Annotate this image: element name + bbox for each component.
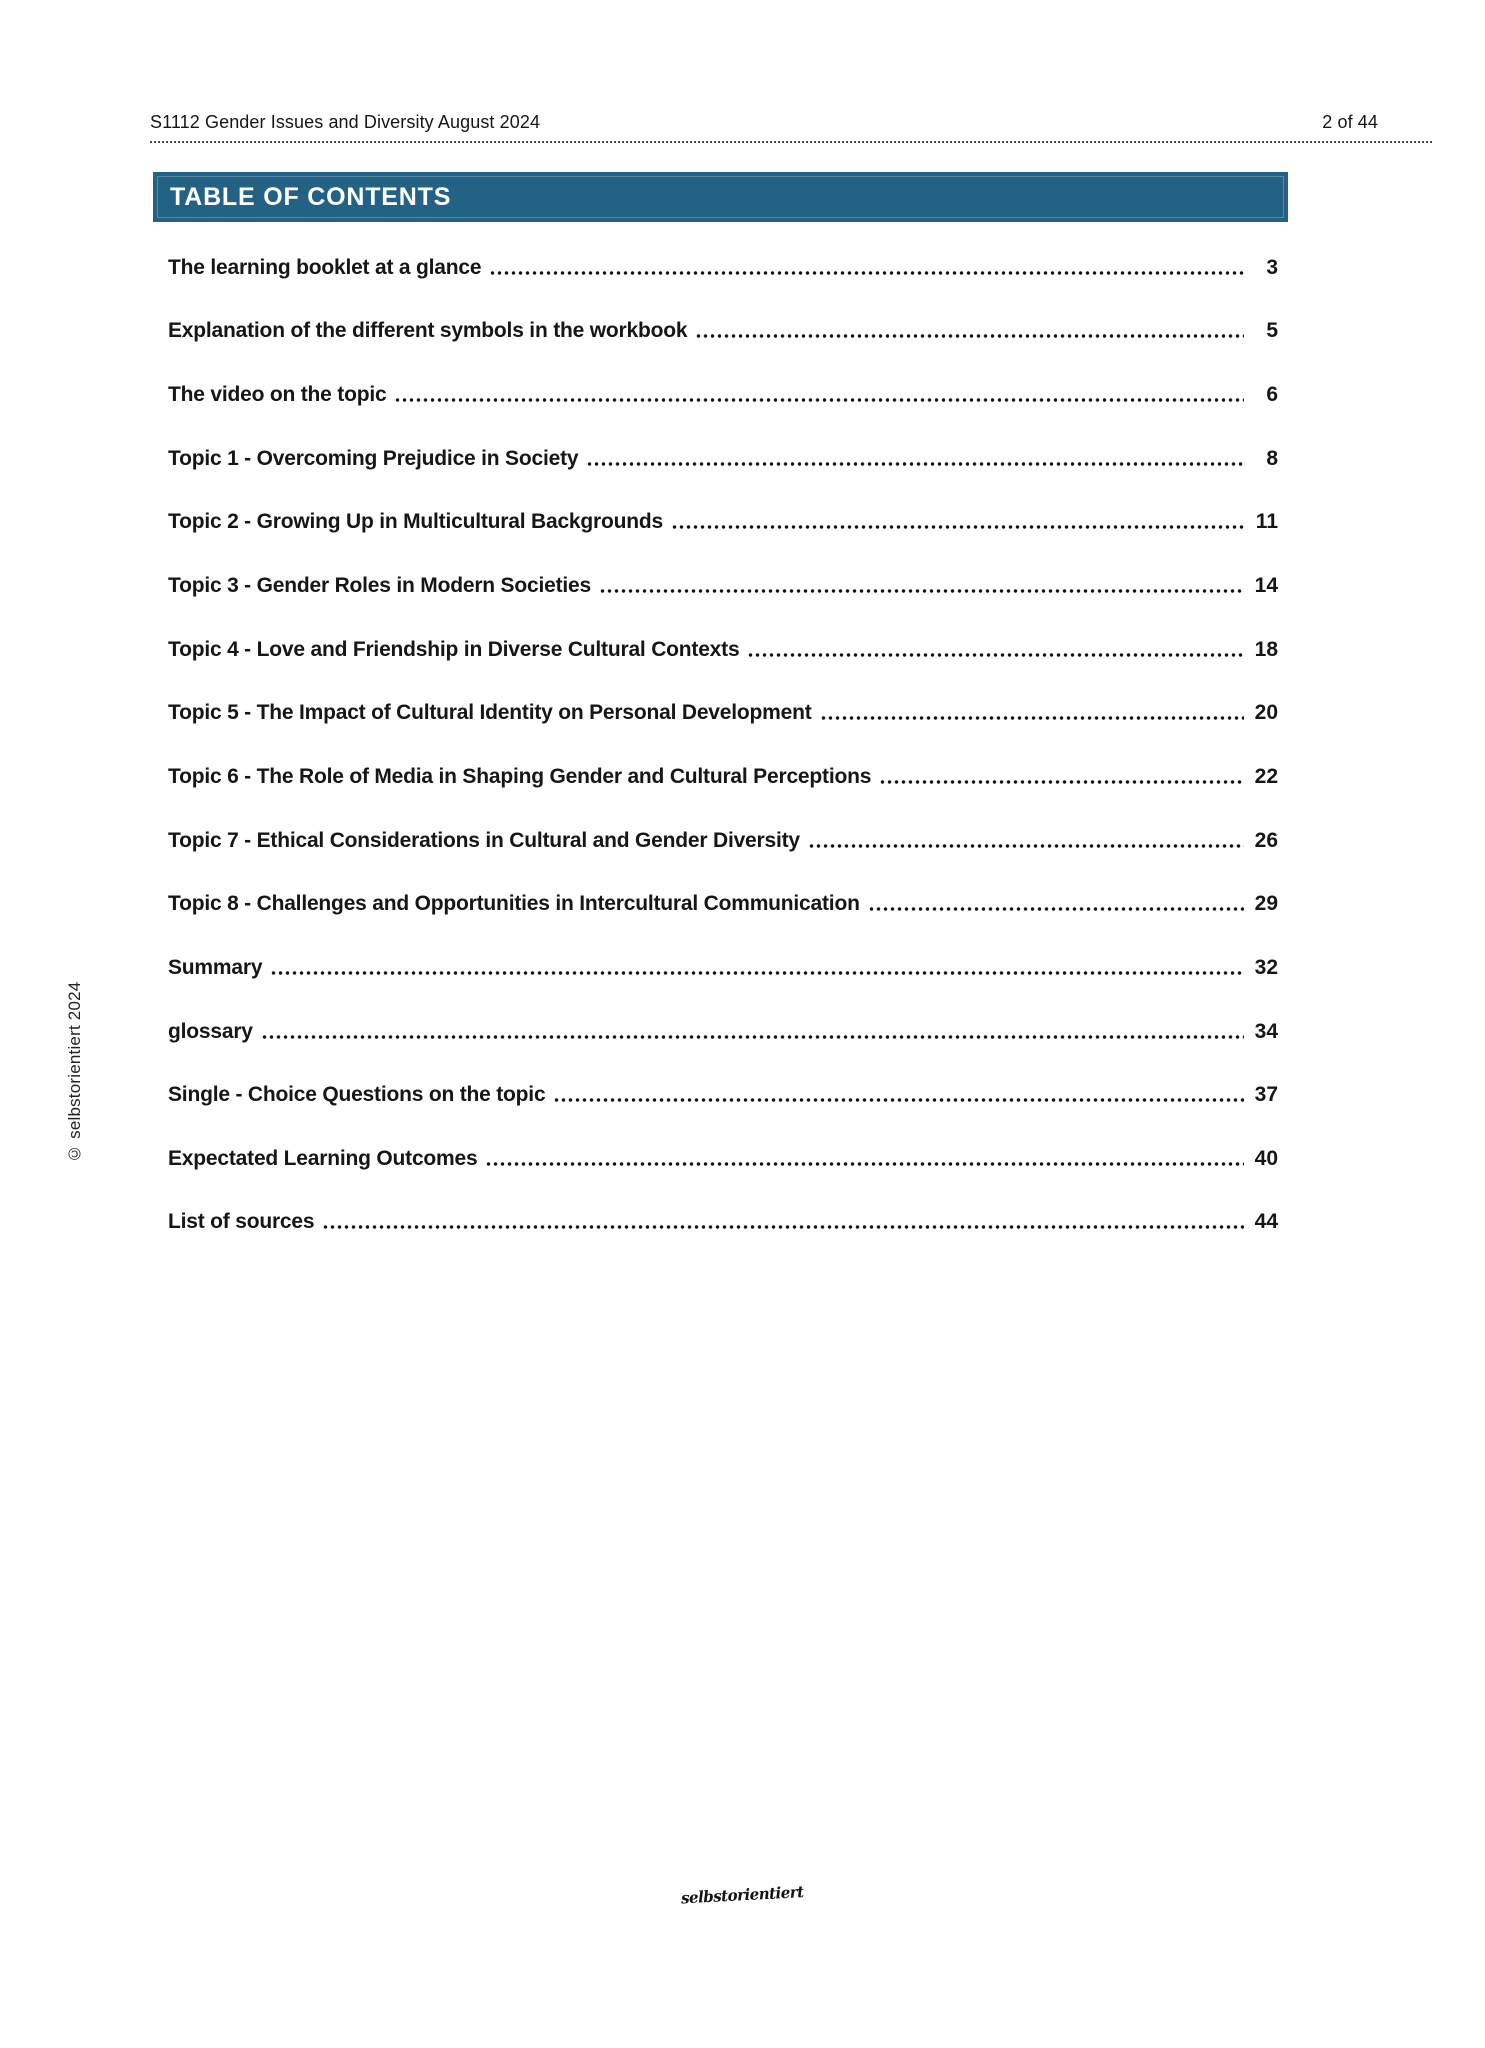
toc-entry-label: Single - Choice Questions on the topic [168,1083,546,1107]
toc-entry-page: 26 [1254,828,1278,852]
toc-entry-label: The video on the topic [168,383,387,407]
toc-entry-dot-leader [485,1161,1244,1167]
header-page-indicator: 2 of 44 [1322,112,1378,132]
page-header [150,112,1378,133]
toc-entry-dot-leader [586,461,1244,467]
toc-entry-page: 20 [1254,701,1278,725]
toc-entry-page: 40 [1254,1146,1278,1170]
toc-entry-page: 34 [1254,1019,1278,1043]
toc-entry-label: Topic 1 - Overcoming Prejudice in Society [168,446,579,470]
toc-entry-dot-leader [599,588,1244,594]
toc-entry-dot-leader [671,524,1244,530]
toc-entry[interactable] [168,1020,1278,1044]
toc-entry-dot-leader [695,333,1244,339]
toc-entry-dot-leader [270,970,1244,976]
toc-entry[interactable] [168,892,1278,916]
toc-entry[interactable] [168,1210,1278,1234]
toc-entry-label: Topic 3 - Gender Roles in Modern Societies [168,574,591,598]
toc-entry-dot-leader [261,1034,1244,1040]
toc-entry[interactable] [168,319,1278,343]
toc-entry-label: Topic 8 - Challenges and Opportunities in Intercultural Communication [168,892,860,916]
toc-entry-page: 44 [1254,1210,1278,1234]
footer-signature [0,1882,1485,1908]
toc-entry-label: Expectated Learning Outcomes [168,1146,478,1170]
toc-entry-page: 18 [1254,637,1278,661]
toc-entry-page: 14 [1254,574,1278,598]
toc-entry[interactable] [168,574,1278,598]
toc-entry-dot-leader [868,906,1244,912]
toc-entry-label: Topic 5 - The Impact of Cultural Identity on Personal Development [168,701,812,725]
toc-banner-title: TABLE OF CONTENTS [170,182,452,211]
toc-entry-label: Explanation of the different symbols in the workbook [168,319,688,343]
toc-entry-label: Topic 2 - Growing Up in Multicultural Backgrounds [168,510,663,534]
toc-entry-label: Topic 7 - Ethical Considerations in Cultural and Gender Diversity [168,828,800,852]
toc-entry-page: 37 [1254,1083,1278,1107]
toc-banner [153,172,1288,222]
toc-entry-page: 29 [1254,892,1278,916]
toc-entry-dot-leader [879,779,1244,785]
toc-entry-page: 32 [1254,955,1278,979]
toc-entry-page: 8 [1266,446,1278,470]
toc-entry[interactable] [168,638,1278,662]
toc-entry[interactable] [168,447,1278,471]
vertical-copyright: © selbstorientiert 2024 [65,981,84,1163]
header-divider [150,141,1432,143]
toc-entry-label: List of sources [168,1210,315,1234]
toc-entry-page: 22 [1254,764,1278,788]
toc-entry-dot-leader [489,270,1244,276]
toc-entry-label: Topic 6 - The Role of Media in Shaping Gender and Cultural Perceptions [168,764,872,788]
toc-entry[interactable] [168,383,1278,407]
toc-entry-dot-leader [808,843,1244,849]
toc-entry-page: 5 [1266,319,1278,343]
toc-entry-dot-leader [553,1097,1244,1103]
toc-entry[interactable] [168,1083,1278,1107]
toc-entry-dot-leader [322,1224,1244,1230]
header-doc-title: S1112 Gender Issues and Diversity August 2024 [150,112,541,132]
toc-entry-label: glossary [168,1019,253,1043]
toc-entry[interactable] [168,956,1278,980]
toc-entry[interactable] [168,701,1278,725]
toc-entry-label: The learning booklet at a glance [168,255,482,279]
toc-entry[interactable] [168,829,1278,853]
toc-entry[interactable] [168,1147,1278,1171]
toc-entry-page: 11 [1255,510,1278,534]
toc-entry-dot-leader [747,652,1244,658]
toc-entry-page: 6 [1266,383,1278,407]
toc-entry-label: Topic 4 - Love and Friendship in Diverse Cultural Contexts [168,637,740,661]
toc-entry-dot-leader [820,715,1244,721]
toc-entry[interactable] [168,256,1278,280]
toc-list [168,236,1278,1254]
toc-entry[interactable] [168,765,1278,789]
brand-signature-logo: selbstorientiert [680,1882,805,1908]
toc-entry-label: Summary [168,955,263,979]
toc-entry[interactable] [168,510,1278,534]
toc-entry-dot-leader [394,397,1244,403]
toc-entry-page: 3 [1266,255,1278,279]
